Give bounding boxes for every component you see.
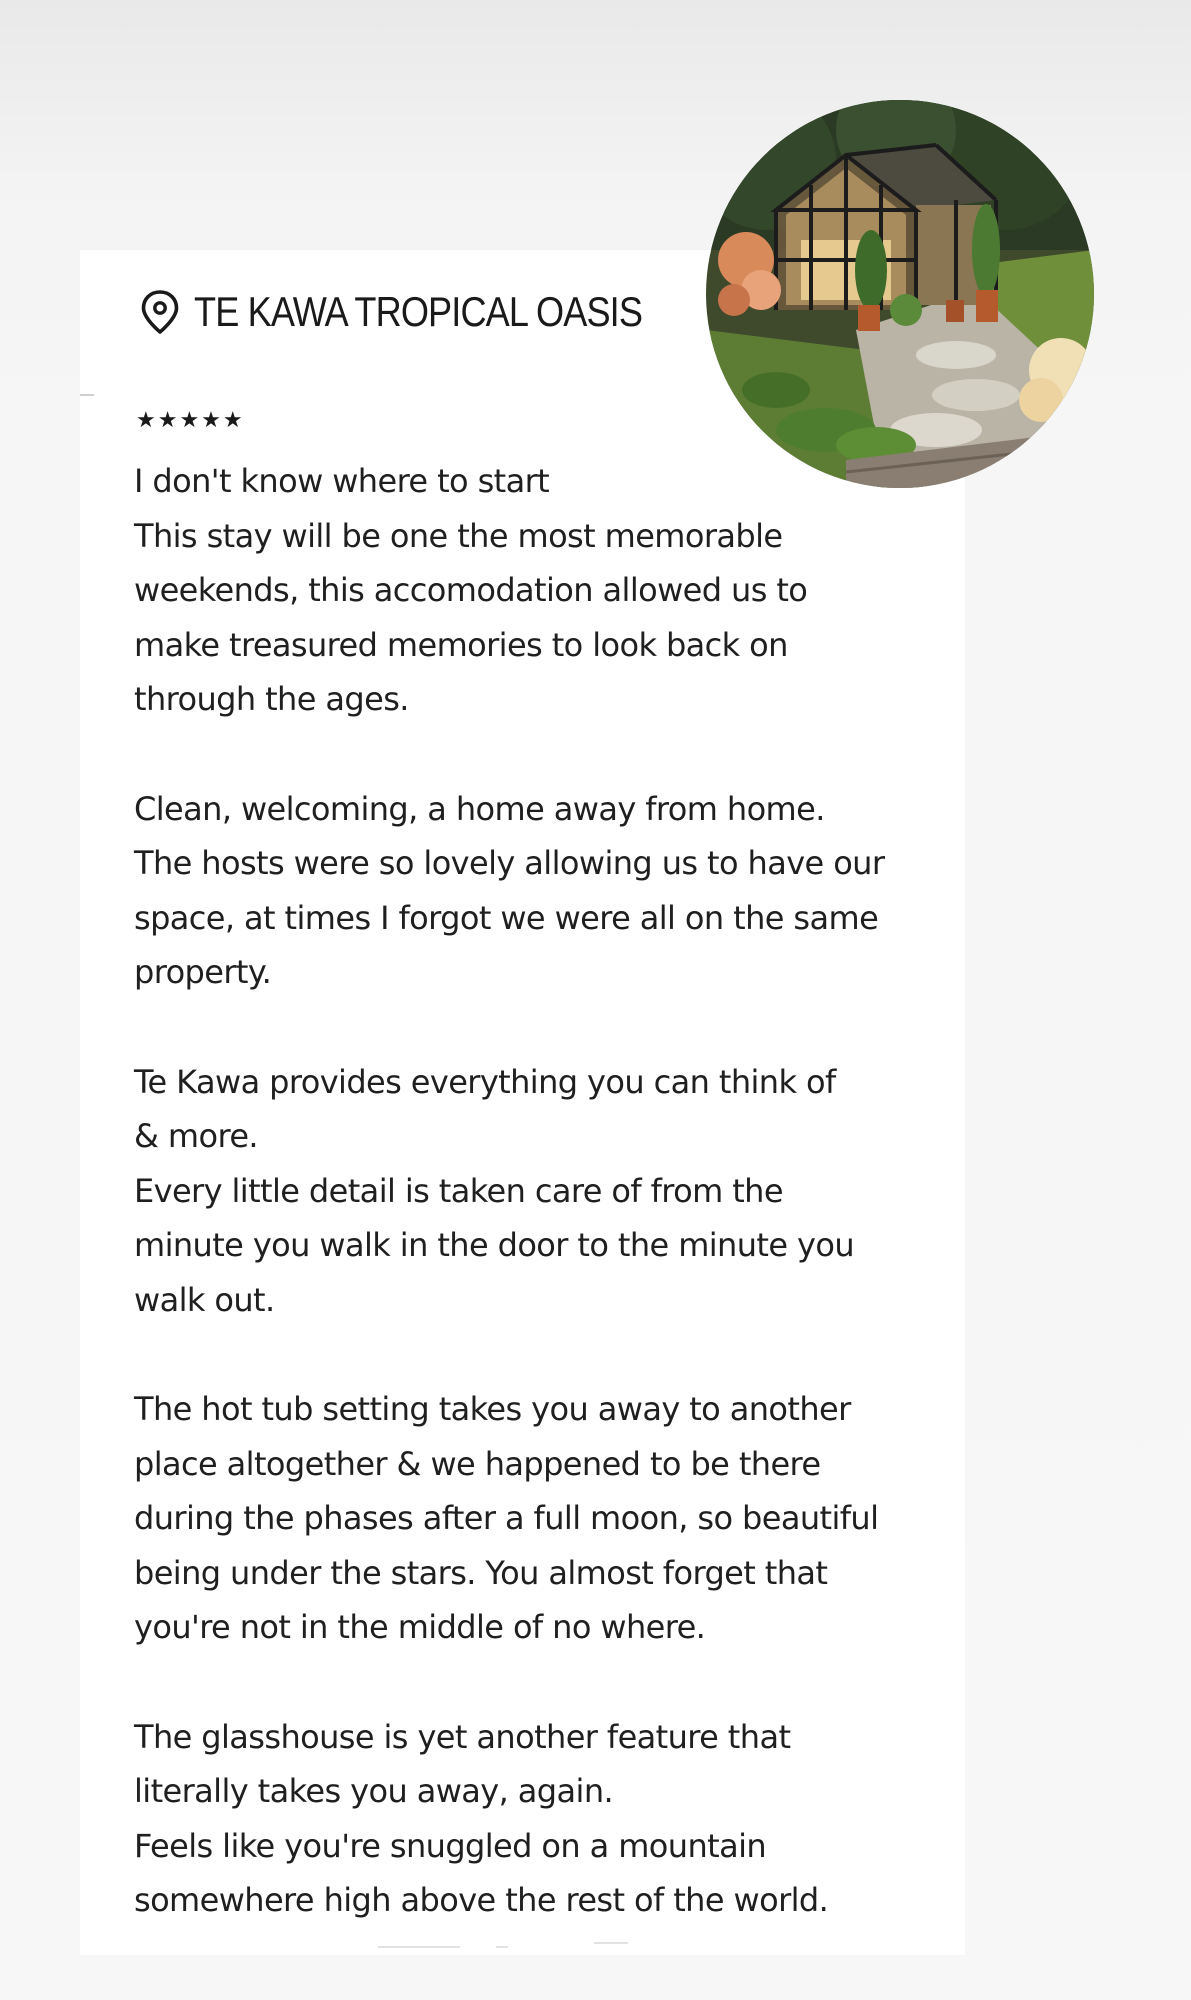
paragraph-gap bbox=[134, 1328, 954, 1383]
bottom-mark bbox=[378, 1946, 460, 1948]
place-title: TE KAWA TROPICAL OASIS bbox=[194, 288, 643, 335]
review-line: walk out. bbox=[134, 1280, 275, 1319]
review-line: through the ages. bbox=[134, 680, 409, 719]
map-pin-icon bbox=[140, 289, 180, 335]
review-line: place altogether & we happened to be there bbox=[134, 1444, 821, 1483]
review-line: space, at times I forgot we were all on the same bbox=[134, 898, 879, 937]
paragraph-gap bbox=[134, 1000, 954, 1055]
bottom-mark bbox=[594, 1942, 628, 1944]
review-line: Te Kawa provides everything you can think of bbox=[134, 1062, 836, 1101]
review-line: property. bbox=[134, 953, 272, 992]
review-text bbox=[134, 454, 954, 1928]
paragraph-gap bbox=[134, 1655, 954, 1710]
review-line: during the phases after a full moon, so beautiful bbox=[134, 1499, 879, 1538]
review-line: literally takes you away, again. bbox=[134, 1772, 614, 1811]
review-line: The glasshouse is yet another feature that bbox=[134, 1717, 791, 1756]
review-line: & more. bbox=[134, 1117, 258, 1156]
glasshouse-garden-photo bbox=[706, 100, 1094, 488]
review-line: you're not in the middle of no where. bbox=[134, 1608, 706, 1647]
divider-mark bbox=[80, 394, 94, 396]
review-line: Clean, welcoming, a home away from home. bbox=[134, 789, 825, 828]
rating-stars: ★★★★★ bbox=[136, 408, 245, 433]
review-line: The hot tub setting takes you away to another bbox=[134, 1390, 851, 1429]
paragraph-gap bbox=[134, 727, 954, 782]
review-line: This stay will be one the most memorable bbox=[134, 516, 783, 555]
bottom-mark bbox=[496, 1946, 508, 1948]
review-line: minute you walk in the door to the minute you bbox=[134, 1226, 855, 1265]
review-line: somewhere high above the rest of the world. bbox=[134, 1881, 829, 1920]
review-line: make treasured memories to look back on bbox=[134, 625, 788, 664]
place-header bbox=[140, 286, 715, 338]
review-line: I don't know where to start bbox=[134, 462, 550, 500]
review-line: The hosts were so lovely allowing us to have our bbox=[134, 844, 885, 883]
review-line: weekends, this accomodation allowed us to bbox=[134, 571, 808, 610]
review-line: Every little detail is taken care of from the bbox=[134, 1171, 783, 1210]
review-line: being under the stars. You almost forget that bbox=[134, 1553, 828, 1592]
review-line: Feels like you're snuggled on a mountain bbox=[134, 1826, 767, 1865]
